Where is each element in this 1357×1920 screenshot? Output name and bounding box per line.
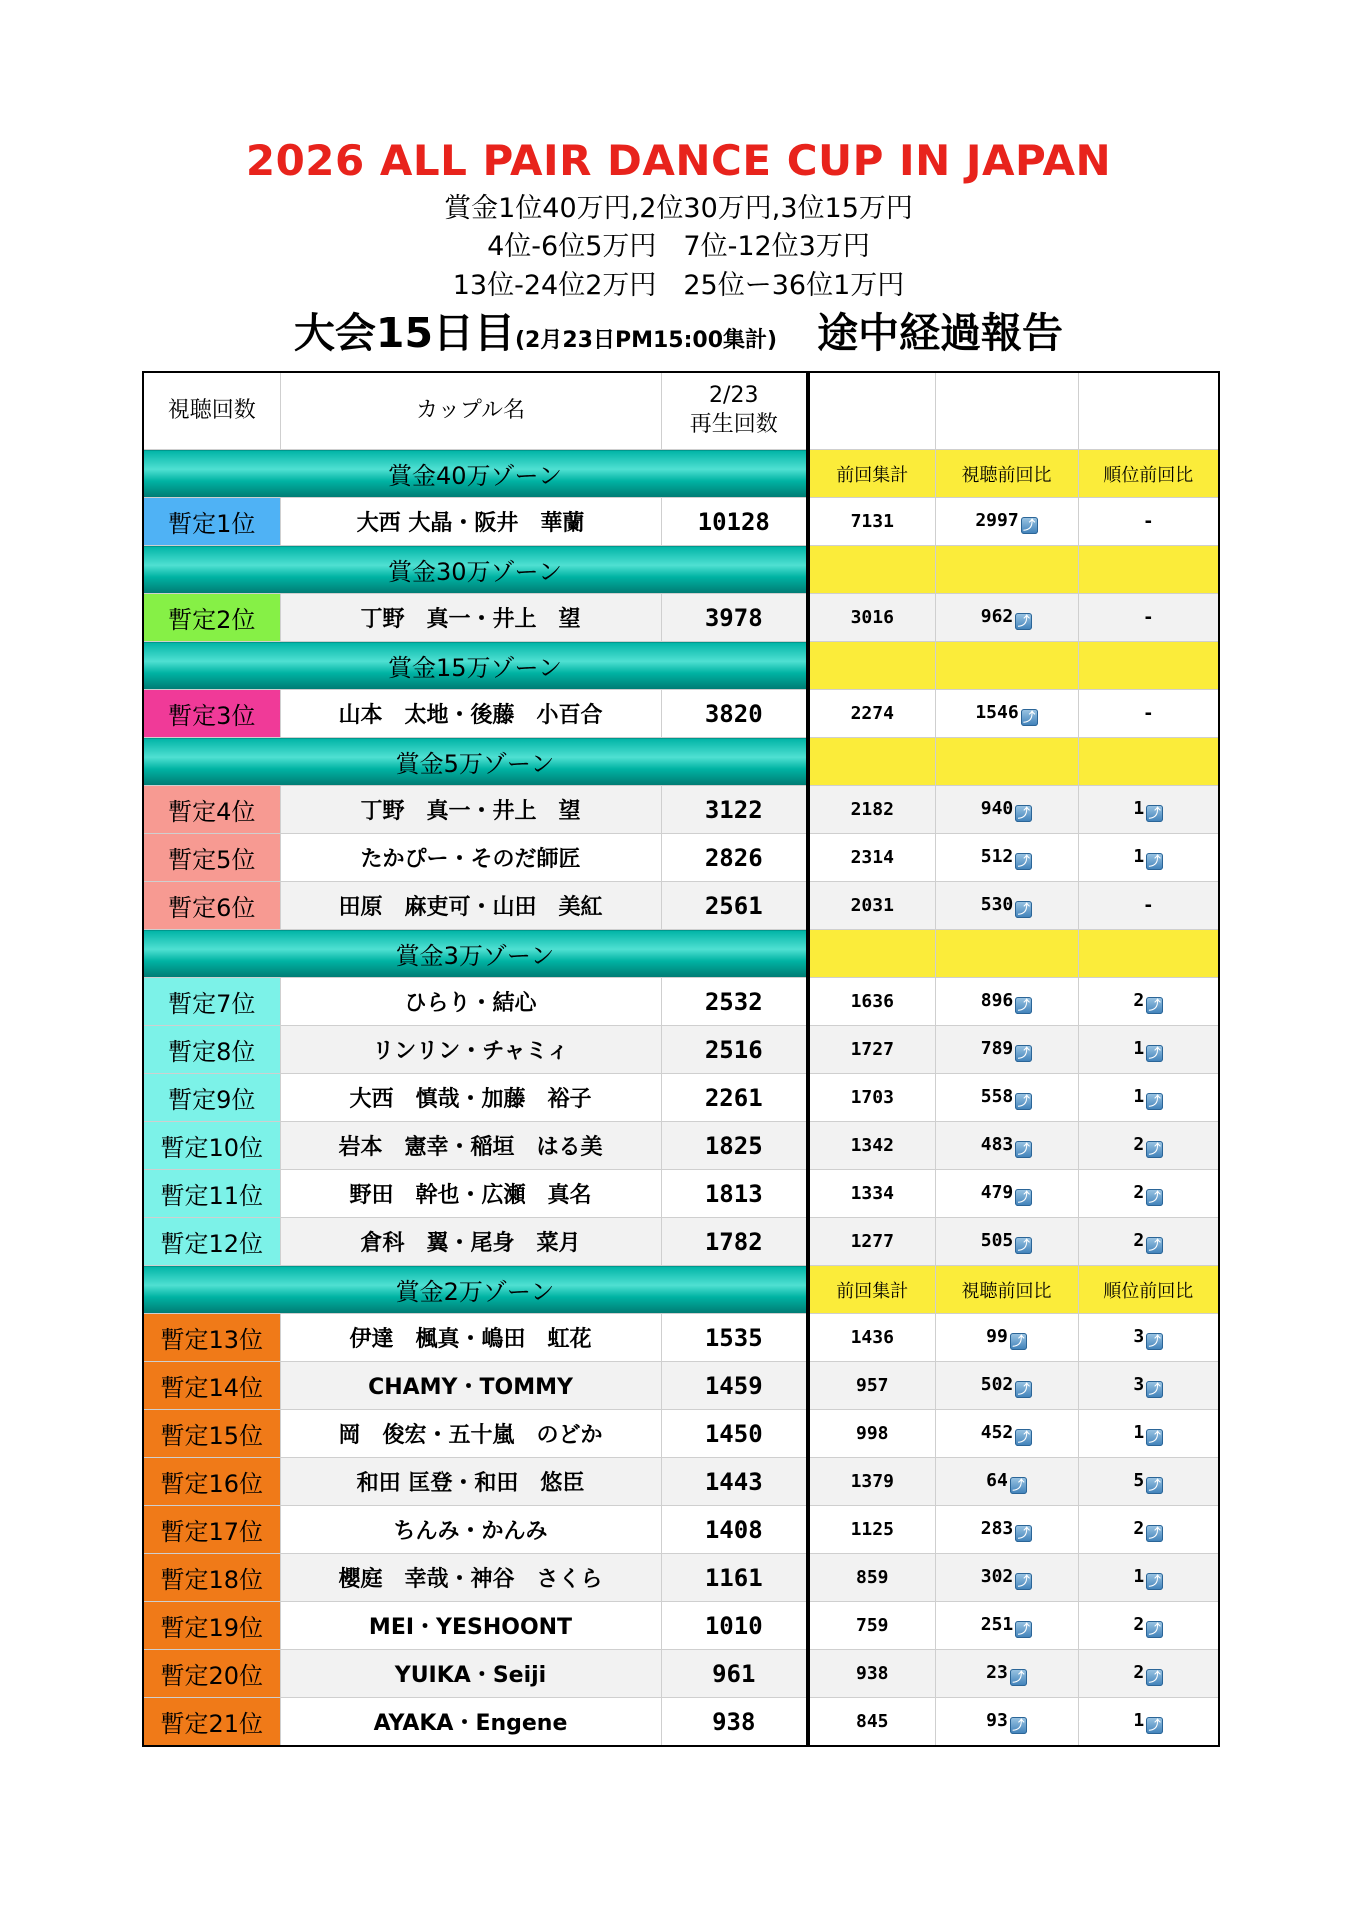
- views-diff: 530: [980, 893, 1014, 915]
- rank-diff-cell: [1078, 498, 1219, 546]
- up-arrow-icon: ⤴: [1015, 1525, 1032, 1542]
- previous-count: 1379: [808, 1458, 935, 1506]
- zone-yellow-cell: [935, 642, 1078, 690]
- rank-diff: 3: [1133, 1325, 1145, 1347]
- couple-name: ひらり・結心: [280, 978, 661, 1026]
- event-title: 2026 ALL PAIR DANCE CUP IN JAPAN: [245, 136, 1112, 185]
- rank-diff-cell: [1078, 1458, 1219, 1506]
- zone-yellow-cell: [935, 930, 1078, 978]
- play-count: 2532: [661, 978, 808, 1026]
- rank-diff-cell: [1078, 1602, 1219, 1650]
- zone-yellow-cell: [808, 642, 935, 690]
- report-label: 途中経過報告: [817, 309, 1064, 357]
- rank-diff: -: [1142, 895, 1154, 916]
- previous-count: 1334: [808, 1170, 935, 1218]
- zone-header-diff: 視聴前回比: [935, 450, 1078, 498]
- zone-yellow-cell: [808, 738, 935, 786]
- rank-arrow-icon: ⤴: [1146, 1093, 1163, 1110]
- play-count: 1443: [661, 1458, 808, 1506]
- rank-label: 暫定5位: [143, 834, 280, 882]
- zone-header-diff: 視聴前回比: [935, 1266, 1078, 1314]
- rank-diff: 5: [1133, 1469, 1145, 1491]
- table-row: [143, 882, 1219, 930]
- views-diff-cell: [935, 1458, 1078, 1506]
- header-plays: [661, 372, 808, 450]
- report-subtitle: [0, 300, 1357, 359]
- up-arrow-icon: ⤴: [1021, 709, 1038, 726]
- zone-name: 賞金3万ゾーン: [143, 930, 808, 978]
- rank-label: 暫定15位: [143, 1410, 280, 1458]
- zone-row: [143, 546, 1219, 594]
- play-count: 1010: [661, 1602, 808, 1650]
- table-row: [143, 594, 1219, 642]
- views-diff: 505: [980, 1229, 1014, 1251]
- zone-row: [143, 1266, 1219, 1314]
- previous-count: 2314: [808, 834, 935, 882]
- views-diff-cell: [935, 1218, 1078, 1266]
- views-diff: 93: [986, 1709, 1008, 1731]
- day-label: 大会15日目: [293, 309, 515, 357]
- table-row: [143, 1554, 1219, 1602]
- couple-name: 丁野 真一・井上 望: [280, 594, 661, 642]
- views-diff-cell: [935, 1554, 1078, 1602]
- couple-name: 山本 太地・後藤 小百合: [280, 690, 661, 738]
- previous-count: 1125: [808, 1506, 935, 1554]
- views-diff: 940: [980, 797, 1014, 819]
- views-diff-cell: [935, 834, 1078, 882]
- table-row: [143, 498, 1219, 546]
- rank-arrow-icon: ⤴: [1146, 1237, 1163, 1254]
- zone-name: 賞金40万ゾーン: [143, 450, 808, 498]
- table-row: [143, 834, 1219, 882]
- previous-count: 1436: [808, 1314, 935, 1362]
- views-diff: 452: [980, 1421, 1014, 1443]
- rank-label: 暫定4位: [143, 786, 280, 834]
- views-diff: 283: [980, 1517, 1014, 1539]
- table-row: [143, 1314, 1219, 1362]
- views-diff-cell: [935, 1698, 1078, 1747]
- table-row: [143, 1458, 1219, 1506]
- views-diff-cell: [935, 1122, 1078, 1170]
- table-header-row: [143, 372, 1219, 450]
- table-row: [143, 1026, 1219, 1074]
- rank-diff-cell: [1078, 1698, 1219, 1747]
- views-diff-cell: [935, 882, 1078, 930]
- couple-name: 野田 幹也・広瀬 真名: [280, 1170, 661, 1218]
- zone-name: 賞金30万ゾーン: [143, 546, 808, 594]
- previous-count: 7131: [808, 498, 935, 546]
- zone-header-prev: 前回集計: [808, 1266, 935, 1314]
- views-diff: 99: [986, 1325, 1008, 1347]
- prize-line-1: 賞金1位40万円,2位30万円,3位15万円: [444, 193, 913, 224]
- rank-diff: -: [1142, 607, 1154, 628]
- views-diff-cell: [935, 498, 1078, 546]
- rank-diff: 3: [1133, 1373, 1145, 1395]
- rank-diff: 1: [1133, 1085, 1145, 1107]
- views-diff: 896: [980, 989, 1014, 1011]
- tally-time: (2月23日PM15:00集計): [514, 328, 778, 353]
- couple-name: 田原 麻吏可・山田 美紅: [280, 882, 661, 930]
- header-blank-prev: [808, 372, 935, 450]
- couple-name: CHAMY・TOMMY: [280, 1362, 661, 1410]
- zone-header-rankdiff: 順位前回比: [1078, 450, 1219, 498]
- header-plays-label: 再生回数: [689, 412, 778, 437]
- views-diff: 789: [980, 1037, 1014, 1059]
- rank-label: 暫定12位: [143, 1218, 280, 1266]
- play-count: 1450: [661, 1410, 808, 1458]
- views-diff-cell: [935, 786, 1078, 834]
- previous-count: 2031: [808, 882, 935, 930]
- rank-label: 暫定20位: [143, 1650, 280, 1698]
- couple-name: ちんみ・かんみ: [280, 1506, 661, 1554]
- rank-diff-cell: [1078, 834, 1219, 882]
- up-arrow-icon: ⤴: [1015, 1189, 1032, 1206]
- rank-label: 暫定1位: [143, 498, 280, 546]
- views-diff: 502: [980, 1373, 1014, 1395]
- couple-name: リンリン・チャミィ: [280, 1026, 661, 1074]
- rank-label: 暫定16位: [143, 1458, 280, 1506]
- rank-arrow-icon: ⤴: [1146, 1429, 1163, 1446]
- zone-name: 賞金5万ゾーン: [143, 738, 808, 786]
- rank-label: 暫定18位: [143, 1554, 280, 1602]
- table-row: [143, 1650, 1219, 1698]
- table-row: [143, 1362, 1219, 1410]
- views-diff: 479: [980, 1181, 1014, 1203]
- rank-diff: 2: [1133, 989, 1145, 1011]
- couple-name: 大西 大晶・阪井 華蘭: [280, 498, 661, 546]
- views-diff-cell: [935, 594, 1078, 642]
- zone-row: [143, 642, 1219, 690]
- previous-count: 845: [808, 1698, 935, 1747]
- up-arrow-icon: ⤴: [1015, 1093, 1032, 1110]
- header-blank-diff: [935, 372, 1078, 450]
- previous-count: 998: [808, 1410, 935, 1458]
- rank-arrow-icon: ⤴: [1146, 1669, 1163, 1686]
- rank-label: 暫定8位: [143, 1026, 280, 1074]
- views-diff-cell: [935, 1074, 1078, 1122]
- zone-yellow-cell: [935, 738, 1078, 786]
- play-count: 2261: [661, 1074, 808, 1122]
- zone-yellow-cell: [935, 546, 1078, 594]
- views-diff-cell: [935, 1362, 1078, 1410]
- zone-yellow-cell: [1078, 546, 1219, 594]
- up-arrow-icon: ⤴: [1015, 805, 1032, 822]
- rank-arrow-icon: ⤴: [1146, 853, 1163, 870]
- rank-diff: -: [1142, 511, 1154, 532]
- play-count: 938: [661, 1698, 808, 1747]
- rank-diff-cell: [1078, 882, 1219, 930]
- table-row: [143, 1602, 1219, 1650]
- rank-diff: 2: [1133, 1613, 1145, 1635]
- previous-count: 1703: [808, 1074, 935, 1122]
- rank-diff: 2: [1133, 1661, 1145, 1683]
- rank-diff-cell: [1078, 978, 1219, 1026]
- up-arrow-icon: ⤴: [1015, 613, 1032, 630]
- rank-diff-cell: [1078, 1554, 1219, 1602]
- rank-diff-cell: [1078, 1650, 1219, 1698]
- prize-line-2: 4位-6位5万円 7位-12位3万円: [487, 231, 870, 262]
- rank-diff: -: [1142, 703, 1154, 724]
- rank-diff-cell: [1078, 594, 1219, 642]
- up-arrow-icon: ⤴: [1010, 1717, 1027, 1734]
- previous-count: 957: [808, 1362, 935, 1410]
- table-row: [143, 1218, 1219, 1266]
- views-diff-cell: [935, 1506, 1078, 1554]
- rank-arrow-icon: ⤴: [1146, 1381, 1163, 1398]
- rank-label: 暫定14位: [143, 1362, 280, 1410]
- up-arrow-icon: ⤴: [1015, 997, 1032, 1014]
- up-arrow-icon: ⤴: [1015, 901, 1032, 918]
- zone-header-rankdiff: 順位前回比: [1078, 1266, 1219, 1314]
- previous-count: 3016: [808, 594, 935, 642]
- rank-arrow-icon: ⤴: [1146, 1621, 1163, 1638]
- rank-label: 暫定9位: [143, 1074, 280, 1122]
- rank-arrow-icon: ⤴: [1146, 1717, 1163, 1734]
- couple-name: 和田 匡登・和田 悠臣: [280, 1458, 661, 1506]
- header-couple: カップル名: [280, 372, 661, 450]
- previous-count: 2182: [808, 786, 935, 834]
- rank-diff: 1: [1133, 1565, 1145, 1587]
- rank-label: 暫定19位: [143, 1602, 280, 1650]
- couple-name: 丁野 真一・井上 望: [280, 786, 661, 834]
- views-diff-cell: [935, 1410, 1078, 1458]
- rank-diff: 2: [1133, 1229, 1145, 1251]
- play-count: 1825: [661, 1122, 808, 1170]
- rank-label: 暫定10位: [143, 1122, 280, 1170]
- up-arrow-icon: ⤴: [1015, 1045, 1032, 1062]
- zone-header-prev: 前回集計: [808, 450, 935, 498]
- play-count: 1535: [661, 1314, 808, 1362]
- header-blank-rankdiff: [1078, 372, 1219, 450]
- couple-name: 大西 慎哉・加藤 裕子: [280, 1074, 661, 1122]
- rank-label: 暫定7位: [143, 978, 280, 1026]
- rank-diff: 1: [1133, 1037, 1145, 1059]
- rank-arrow-icon: ⤴: [1146, 805, 1163, 822]
- rank-arrow-icon: ⤴: [1146, 1573, 1163, 1590]
- up-arrow-icon: ⤴: [1015, 1381, 1032, 1398]
- rank-diff-cell: [1078, 1122, 1219, 1170]
- up-arrow-icon: ⤴: [1015, 1573, 1032, 1590]
- up-arrow-icon: ⤴: [1015, 1621, 1032, 1638]
- play-count: 961: [661, 1650, 808, 1698]
- views-diff-cell: [935, 1650, 1078, 1698]
- rank-diff: 1: [1133, 845, 1145, 867]
- rank-diff-cell: [1078, 1170, 1219, 1218]
- rank-diff-cell: [1078, 1218, 1219, 1266]
- rank-label: 暫定3位: [143, 690, 280, 738]
- ranking-table-body: [143, 372, 1219, 1746]
- previous-count: 759: [808, 1602, 935, 1650]
- couple-name: AYAKA・Engene: [280, 1698, 661, 1747]
- views-diff-cell: [935, 1170, 1078, 1218]
- zone-yellow-cell: [1078, 738, 1219, 786]
- rank-arrow-icon: ⤴: [1146, 1525, 1163, 1542]
- couple-name: たかぴー・そのだ師匠: [280, 834, 661, 882]
- play-count: 2826: [661, 834, 808, 882]
- header-views: 視聴回数: [143, 372, 280, 450]
- play-count: 1459: [661, 1362, 808, 1410]
- table-row: [143, 1122, 1219, 1170]
- rank-diff: 1: [1133, 1709, 1145, 1731]
- views-diff: 302: [980, 1565, 1014, 1587]
- play-count: 1161: [661, 1554, 808, 1602]
- rank-diff-cell: [1078, 1026, 1219, 1074]
- up-arrow-icon: ⤴: [1015, 1429, 1032, 1446]
- zone-name: 賞金15万ゾーン: [143, 642, 808, 690]
- rank-arrow-icon: ⤴: [1146, 997, 1163, 1014]
- previous-count: 1342: [808, 1122, 935, 1170]
- play-count: 2561: [661, 882, 808, 930]
- views-diff-cell: [935, 1026, 1078, 1074]
- rank-diff-cell: [1078, 1362, 1219, 1410]
- rank-arrow-icon: ⤴: [1146, 1141, 1163, 1158]
- rank-diff: 1: [1133, 1421, 1145, 1443]
- zone-yellow-cell: [808, 546, 935, 594]
- up-arrow-icon: ⤴: [1010, 1333, 1027, 1350]
- views-diff-cell: [935, 1602, 1078, 1650]
- views-diff: 558: [980, 1085, 1014, 1107]
- couple-name: 岡 俊宏・五十嵐 のどか: [280, 1410, 661, 1458]
- play-count: 1782: [661, 1218, 808, 1266]
- zone-yellow-cell: [1078, 642, 1219, 690]
- header-plays-date: 2/23: [709, 383, 759, 409]
- views-diff: 512: [980, 845, 1014, 867]
- views-diff-cell: [935, 1314, 1078, 1362]
- rank-diff-cell: [1078, 1410, 1219, 1458]
- zone-yellow-cell: [808, 930, 935, 978]
- play-count: 2516: [661, 1026, 808, 1074]
- views-diff: 2997: [975, 509, 1019, 531]
- zone-row: [143, 930, 1219, 978]
- views-diff: 1546: [975, 701, 1019, 723]
- play-count: 3820: [661, 690, 808, 738]
- rank-diff-cell: [1078, 690, 1219, 738]
- rank-diff: 1: [1133, 797, 1145, 819]
- rank-label: 暫定21位: [143, 1698, 280, 1747]
- table-row: [143, 1698, 1219, 1747]
- views-diff: 251: [980, 1613, 1014, 1635]
- previous-count: 938: [808, 1650, 935, 1698]
- rank-arrow-icon: ⤴: [1146, 1189, 1163, 1206]
- table-row: [143, 978, 1219, 1026]
- couple-name: 伊達 楓真・嶋田 虹花: [280, 1314, 661, 1362]
- couple-name: 岩本 憲幸・稲垣 はる美: [280, 1122, 661, 1170]
- rank-diff: 2: [1133, 1517, 1145, 1539]
- table-row: [143, 1506, 1219, 1554]
- table-row: [143, 786, 1219, 834]
- couple-name: 倉科 翼・尾身 菜月: [280, 1218, 661, 1266]
- up-arrow-icon: ⤴: [1021, 517, 1038, 534]
- rank-diff-cell: [1078, 786, 1219, 834]
- couple-name: 櫻庭 幸哉・神谷 さくら: [280, 1554, 661, 1602]
- play-count: 10128: [661, 498, 808, 546]
- zone-name: 賞金2万ゾーン: [143, 1266, 808, 1314]
- table-row: [143, 1170, 1219, 1218]
- table-row: [143, 690, 1219, 738]
- rank-arrow-icon: ⤴: [1146, 1333, 1163, 1350]
- rank-diff-cell: [1078, 1506, 1219, 1554]
- rank-diff-cell: [1078, 1314, 1219, 1362]
- previous-count: 1277: [808, 1218, 935, 1266]
- rank-diff-cell: [1078, 1074, 1219, 1122]
- play-count: 3978: [661, 594, 808, 642]
- zone-yellow-cell: [1078, 930, 1219, 978]
- play-count: 1408: [661, 1506, 808, 1554]
- rank-arrow-icon: ⤴: [1146, 1045, 1163, 1062]
- rank-diff: 2: [1133, 1181, 1145, 1203]
- rank-label: 暫定2位: [143, 594, 280, 642]
- previous-count: 1636: [808, 978, 935, 1026]
- up-arrow-icon: ⤴: [1015, 853, 1032, 870]
- views-diff: 962: [980, 605, 1014, 627]
- rank-label: 暫定13位: [143, 1314, 280, 1362]
- views-diff: 64: [986, 1469, 1008, 1491]
- rank-arrow-icon: ⤴: [1146, 1477, 1163, 1494]
- views-diff: 483: [980, 1133, 1014, 1155]
- table-row: [143, 1074, 1219, 1122]
- ranking-table: [142, 371, 1220, 1747]
- rank-label: 暫定11位: [143, 1170, 280, 1218]
- views-diff-cell: [935, 690, 1078, 738]
- rank-label: 暫定6位: [143, 882, 280, 930]
- rank-diff: 2: [1133, 1133, 1145, 1155]
- up-arrow-icon: ⤴: [1015, 1237, 1032, 1254]
- couple-name: YUIKA・Seiji: [280, 1650, 661, 1698]
- zone-row: [143, 450, 1219, 498]
- prize-line-3: 13位-24位2万円 25位ー36位1万円: [452, 270, 905, 301]
- couple-name: MEI・YESHOONT: [280, 1602, 661, 1650]
- previous-count: 1727: [808, 1026, 935, 1074]
- up-arrow-icon: ⤴: [1015, 1141, 1032, 1158]
- play-count: 1813: [661, 1170, 808, 1218]
- zone-row: [143, 738, 1219, 786]
- up-arrow-icon: ⤴: [1010, 1669, 1027, 1686]
- rank-label: 暫定17位: [143, 1506, 280, 1554]
- views-diff: 23: [986, 1661, 1008, 1683]
- previous-count: 859: [808, 1554, 935, 1602]
- play-count: 3122: [661, 786, 808, 834]
- table-row: [143, 1410, 1219, 1458]
- views-diff-cell: [935, 978, 1078, 1026]
- previous-count: 2274: [808, 690, 935, 738]
- up-arrow-icon: ⤴: [1010, 1477, 1027, 1494]
